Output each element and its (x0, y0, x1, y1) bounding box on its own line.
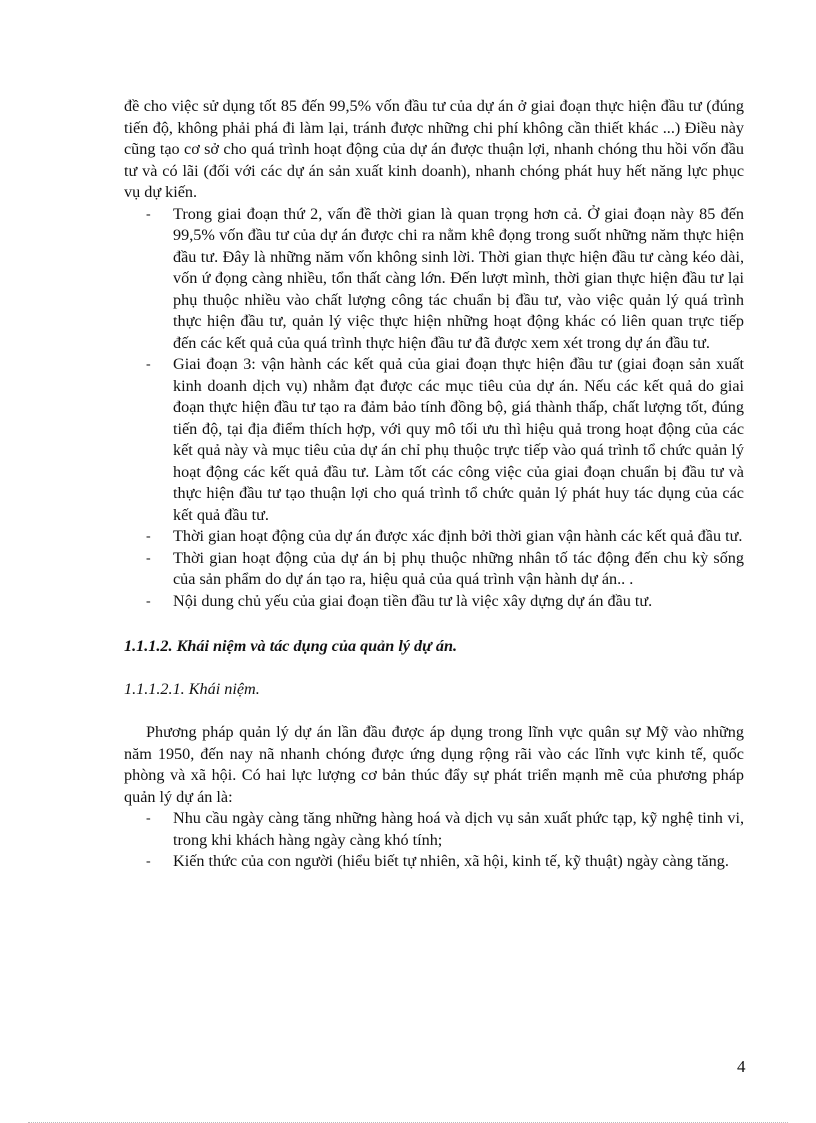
list-item: - Thời gian hoạt động của dự án bị phụ thuộc những nhân tố tác động đến chu kỳ sống của sản phẩm do dự án tạo ra, hiệu quả của quá trình vận hành dự án.. . (146, 548, 744, 588)
forces-bullet-list (124, 808, 744, 873)
bullet-dash: - (146, 529, 151, 544)
list-item: - Trong giai đoạn thứ 2, vấn đề thời gian là quan trọng hơn cả. Ở giai đoạn này 85 đến 99,5% vốn đầu tư của dự án được chi ra nằm khê đọng trong suốt những năm thực hiện đầu tư. Đây là những năm vốn không sinh lời. Thời gian thực hiện đầu tư càng kéo dài, vốn ứ đọng càng nhiều, tổn thất càng lớn. Đến lượt mình, thời gian thực hiện đầu tư lại phụ thuộc nhiều vào chất lượng công tác chuẩn bị đầu tư, vào việc quản lý quá trình thực hiện đầu tư, quản lý việc thực hiện những hoạt động khác có liên quan trực tiếp đến các kết quả của quá trình thực hiện đầu tư đã được xem xét trong dự án đầu tư. (146, 204, 744, 352)
section-heading: 1.1.1.2. Khái niệm và tác dụng của quản lý dự án. (124, 637, 458, 655)
intro-paragraph: đề cho việc sử dụng tốt 85 đến 99,5% vốn đầu tư của dự án ở giai đoạn thực hiện đầu tư (đúng tiến độ, không phải phá đi làm lại, tránh được những chi phí không cần thiết khác ...) Điều này cũng tạo cơ sở cho quá trình hoạt động của dự án được thuận lợi, nhanh chóng thu hồi vốn đầu tư và có lãi (đối với các dự án sản xuất kinh doanh), nhanh chóng phát huy hết năng lực phục vụ dự kiến. (124, 97, 744, 201)
bullet-dash: - (146, 593, 151, 609)
list-item: - Thời gian hoạt động của dự án được xác định bởi thời gian vận hành các kết quả đầu tư. (124, 526, 744, 548)
bullet-dash: - (146, 854, 151, 869)
list-item: - Giai đoạn 3: vận hành các kết quả của giai đoạn thực hiện đầu tư (giai đoạn sản xuất kinh doanh dịch vụ) nhằm đạt được các mục tiêu của dự án. Nếu các kết quả do giai đoạn thực hiện đầu tư tạo ra đảm bảo tính đồng bộ, giá thành thấp, chất lượng tốt, đúng tiến độ, tại địa điểm thích hợp, với quy mô tối ưu thì hiệu quả trong hoạt động của các kết quả này và mục tiêu của dự án chỉ phụ thuộc trực tiếp vào quá trình tổ chức quản lý hoạt động các kết quả đầu tư. Làm tốt các công việc của giai đoạn chuẩn bị đầu tư và thực hiện đầu tư tạo thuận lợi cho quá trình tổ chức quản lý phát huy tác dụng của các kết quả đầu tư. (146, 355, 744, 524)
bullet-dash: - (146, 550, 151, 566)
stage-bullet-list (124, 204, 744, 613)
bullet-dash: - (146, 811, 151, 826)
list-item: - Nhu cầu ngày càng tăng những hàng hoá và dịch vụ sản xuất phức tạp, kỹ nghệ tinh vi, trong khi khách hàng ngày càng khó tính; (146, 809, 744, 849)
bullet-dash: - (146, 357, 151, 372)
bullet-dash: - (146, 206, 151, 222)
subsection-heading: 1.1.1.2.1. Khái niệm. (124, 679, 260, 698)
body-paragraph: Phương pháp quản lý dự án lần đầu được áp dụng trong lĩnh vực quân sự Mỹ vào những năm 1950, đến nay nã nhanh chóng được ứng dụng rộng rãi vào các lĩnh vực kinh tế, quốc phòng và xã hội. Có hai lực lượng cơ bản thúc đẩy sự phát triển mạnh mẽ của phương pháp quản lý dự án là: (124, 723, 744, 806)
page-number: 4 (737, 1057, 746, 1076)
list-item: - Nội dung chủ yếu của giai đoạn tiền đầu tư là việc xây dựng dự án đầu tư. (124, 591, 744, 613)
list-item: - Kiến thức của con người (hiểu biết tự nhiên, xã hội, kinh tế, kỹ thuật) ngày càng tăng. (124, 851, 744, 873)
document-page (124, 96, 744, 873)
